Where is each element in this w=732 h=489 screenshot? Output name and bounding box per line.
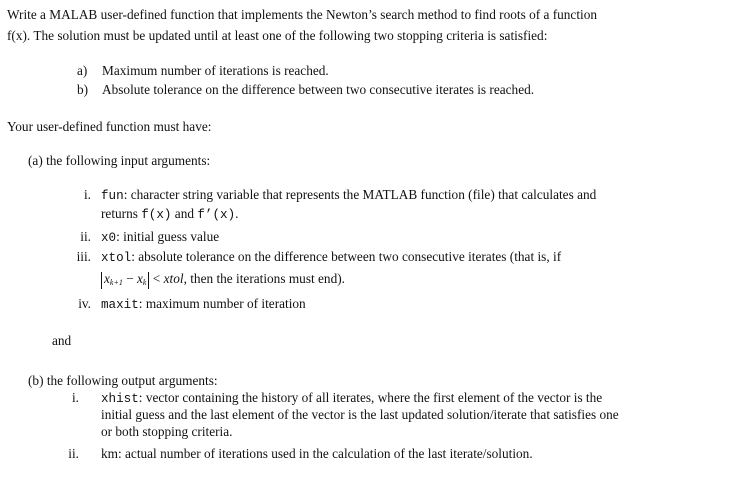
inputs-heading: (a) the following input arguments: [28,153,211,168]
intro-line-1: Write a MALAB user-defined function that implements the Newton’s search method to find roots of a function [7,7,598,22]
and-word: and [52,333,72,348]
input-item-1-marker: i. [83,187,91,202]
input-item-2 [101,228,219,247]
criterion-a-marker: a) [77,63,88,78]
input-item-4-desc: : maximum number of iteration [138,296,306,311]
math-sub-k1: k+1 [109,278,123,287]
input-item-1-code: fun [101,189,124,203]
input-item-4-code: maxit [101,298,139,312]
input-item-1-and: and [171,206,198,221]
math-less-than: < [149,271,164,286]
output-item-1-line-3: or both stopping criteria. [101,424,233,439]
input-item-3-end: , then the iterations must end). [183,271,345,286]
input-item-1-period: . [235,206,239,221]
math-xtol: xtol [163,271,184,286]
input-item-3-marker: iii. [76,249,91,264]
fx-code: f(x) [141,208,172,222]
input-item-3 [101,248,561,267]
intro-line-2: f(x). The solution must be updated until at least one of the following two stopping criteria is satisfied: [7,28,548,43]
input-item-3-code: xtol [101,251,132,265]
output-item-1-line-2: initial guess and the last element of the vector is the last updated solution/iterate that satisfies one [101,407,619,422]
input-item-1-desc: : character string variable that represents the MATLAB function (file) that calculates and [123,187,597,202]
math-sub-k: k [142,278,147,287]
input-item-1-line-2 [101,205,238,224]
input-item-3-desc: : absolute tolerance on the difference between two consecutive iterates (that is, if [131,249,562,264]
input-item-1 [101,186,596,205]
input-item-2-marker: ii. [80,229,91,244]
math-minus: − [122,271,138,286]
math-x-k1: x [104,271,110,286]
input-item-2-code: x0 [101,231,117,245]
input-item-1-returns: returns [101,206,142,221]
input-item-3-line-2 [101,270,345,289]
input-item-2-desc: : initial guess value [116,229,220,244]
must-have-text: Your user-defined function must have: [7,119,212,134]
output-item-2-marker: ii. [68,446,79,461]
abs-difference-expression [101,272,149,289]
math-x-k: x [137,271,143,286]
criterion-a-text: Maximum number of iterations is reached. [102,63,329,78]
output-item-2: km: actual number of iterations used in the calculation of the last iterate/solution. [101,446,533,461]
output-item-1-code: xhist [101,392,139,406]
input-item-4 [101,295,306,314]
criterion-b-text: Absolute tolerance on the difference between two consecutive iterates is reached. [102,82,535,97]
outputs-heading: (b) the following output arguments: [28,373,218,388]
output-item-1-desc: : vector containing the history of all iterates, where the first element of the vector is the [138,390,603,405]
input-item-4-marker: iv. [78,296,91,311]
criterion-b-marker: b) [77,82,89,97]
fprime-code: f’(x) [197,208,236,222]
output-item-1-marker: i. [71,390,79,405]
